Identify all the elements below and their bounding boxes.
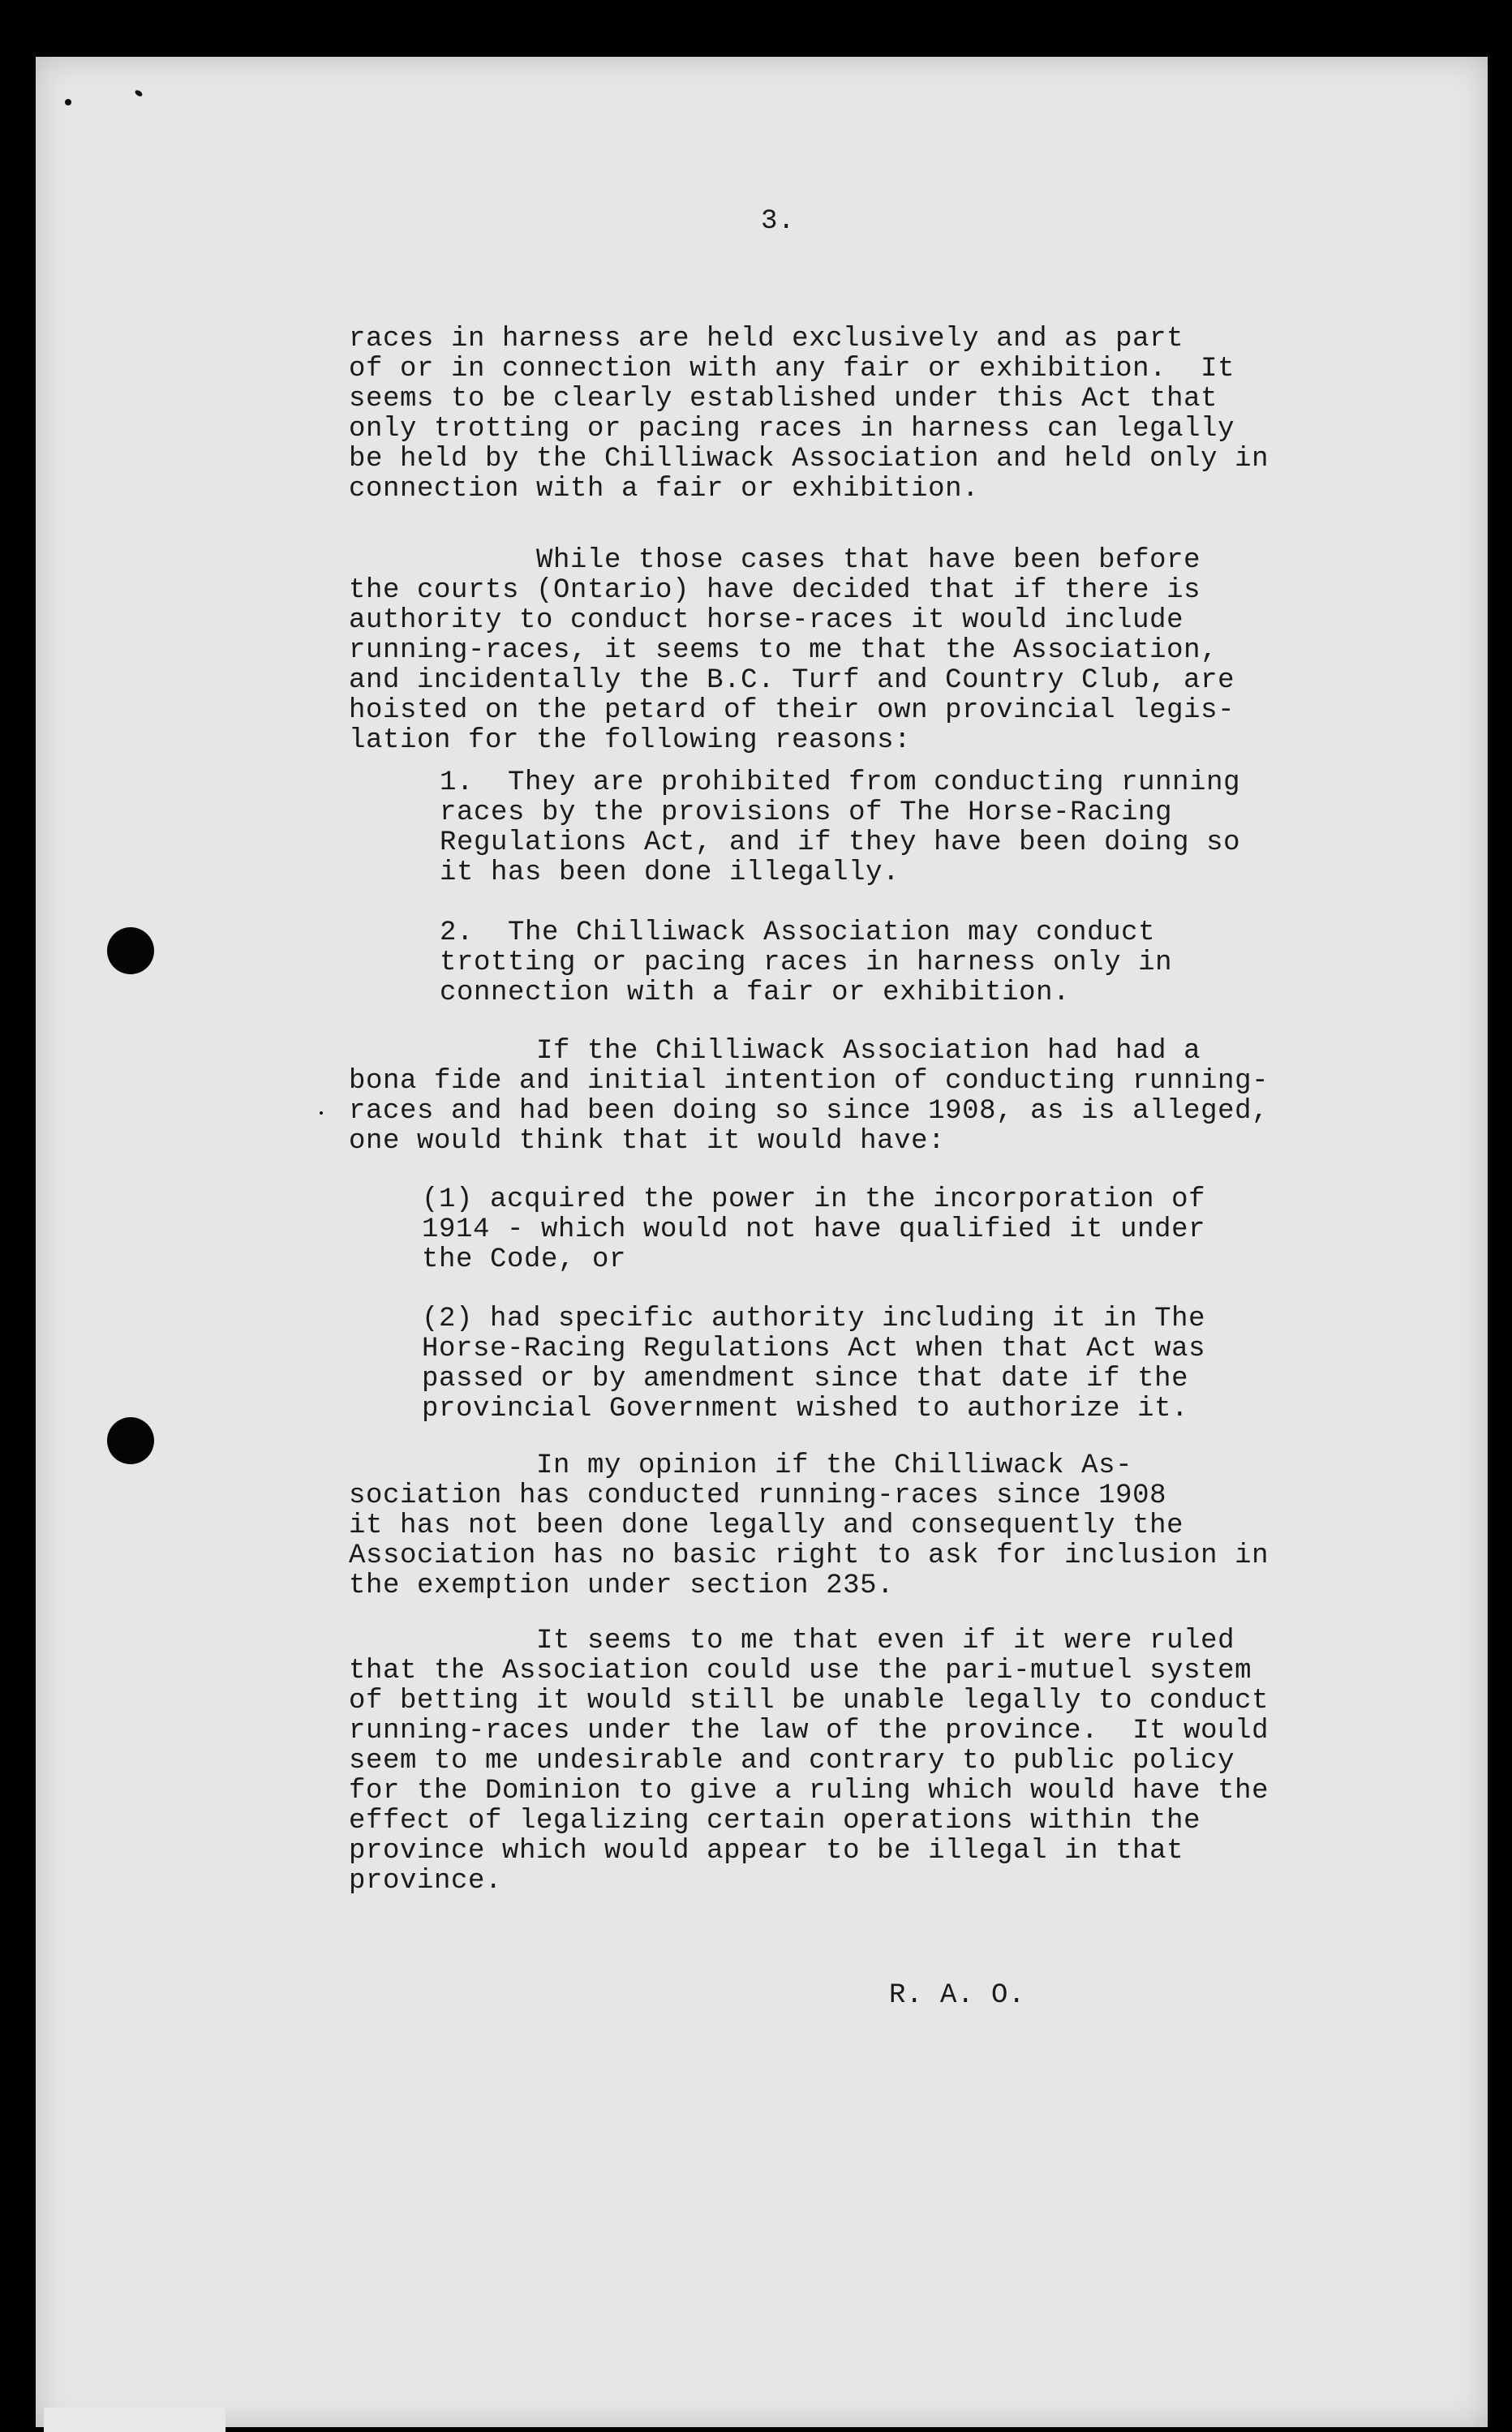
binder-hole-upper	[107, 927, 154, 974]
paragraph-5: It seems to me that even if it were ruled that the Association could use the pari-mutuel system of betting it would still be unable legally to conduct running-races under the law of the province. It would seem to me undesirable and contrary to public policy for the Dominion to give a ruling which would have the effect of legalizing certain operations within the province which would appear to be illegal in that province.	[349, 1626, 1269, 1897]
film-label-strip	[44, 2408, 226, 2432]
document-page	[36, 57, 1488, 2427]
speck-mark	[134, 89, 144, 98]
paragraph-3: If the Chilliwack Association had had a bona fide and initial intention of conducting running- races and had been doing so since 1908, as is alleged, one would think that it would have:	[349, 1036, 1269, 1157]
paragraph-4: In my opinion if the Chilliwack As- sociation has conducted running-races since 1908 it has not been done legally and consequently the Association has no basic right to ask for inclusion in the exemption under section 235.	[349, 1450, 1269, 1601]
speck-mark	[320, 1111, 323, 1115]
list-item-1: 1. They are prohibited from conducting running races by the provisions of The Horse-Racing Regulations Act, and if they have been doing so it has been done illegally.	[440, 767, 1241, 888]
page-number: 3.	[761, 206, 796, 237]
binder-hole-lower	[107, 1417, 154, 1464]
list-item-2: 2. The Chilliwack Association may conduct trotting or pacing races in harness only in connection with a fair or exhibition.	[440, 917, 1173, 1008]
speck-mark	[65, 99, 71, 105]
paragraph-1: races in harness are held exclusively and as part of or in connection with any fair or exhibition. It seems to be clearly established under this Act that only trotting or pacing races in harness can legally be held by the Chilliwack Association and held only in connection with a fair or exhibition.	[349, 324, 1269, 505]
paragraph-2: While those cases that have been before the courts (Ontario) have decided that if there is authority to conduct horse-races it would include running-races, it seems to me that the Association, and incidentally the B.C. Turf and Country Club, are hoisted on the petard of their own provincial legis- lation for the following reasons:	[349, 545, 1235, 756]
list-item-3: (1) acquired the power in the incorporation of 1914 - which would not have qualified it under the Code, or	[422, 1184, 1206, 1275]
signature-initials: R. A. O.	[889, 1980, 1026, 2011]
list-item-4: (2) had specific authority including it in The Horse-Racing Regulations Act when that Act was passed or by amendment since that date if the provincial Government wished to authorize it.	[422, 1304, 1206, 1424]
